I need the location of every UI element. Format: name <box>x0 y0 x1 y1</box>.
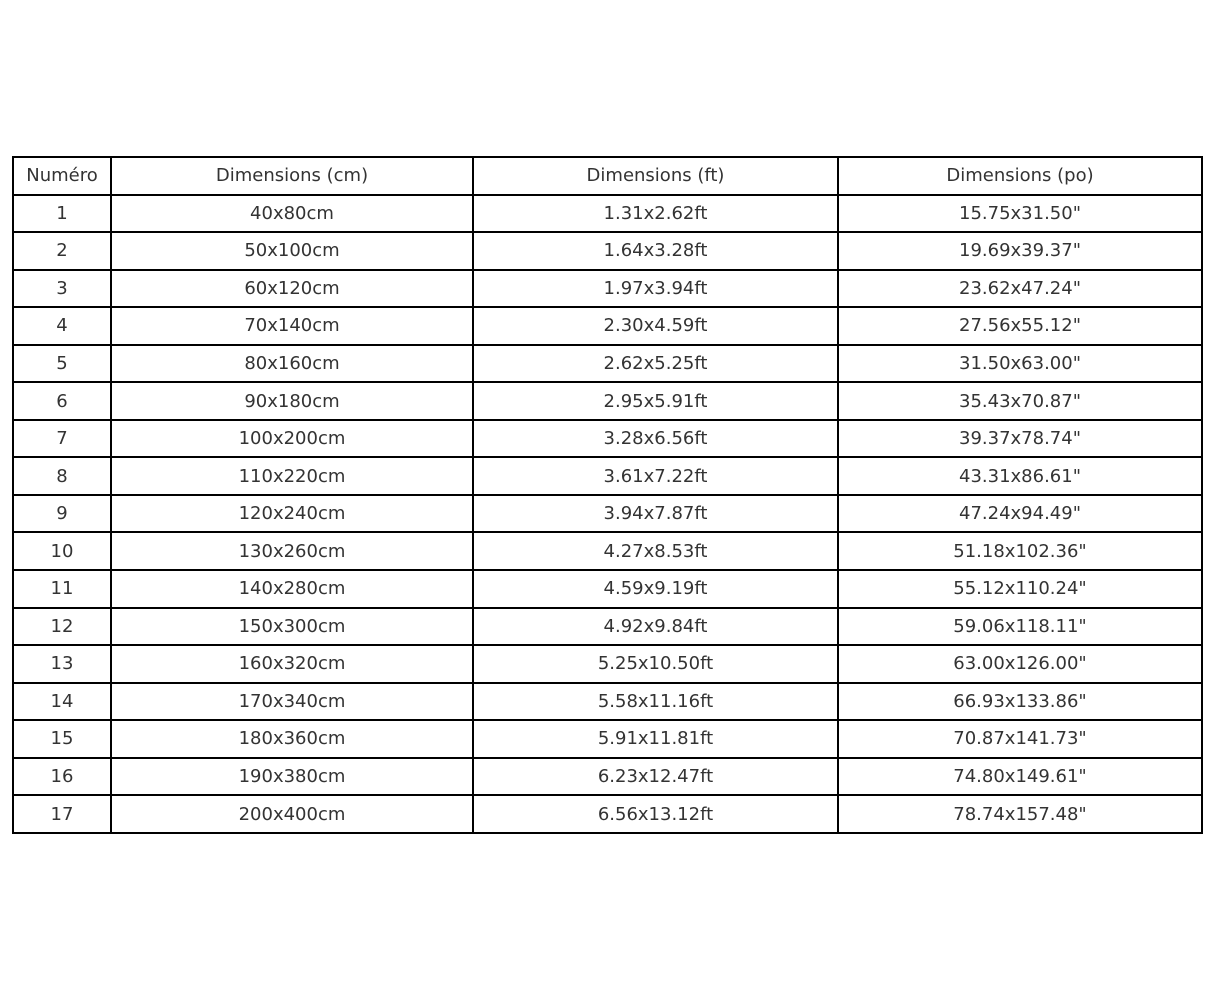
cell-dimensions-ft: 1.64x3.28ft <box>473 232 838 270</box>
cell-dimensions-cm: 170x340cm <box>111 683 473 721</box>
table-row <box>13 608 1202 646</box>
cell-dimensions-po: 74.80x149.61" <box>838 758 1202 796</box>
cell-numero: 6 <box>13 382 111 420</box>
cell-numero: 14 <box>13 683 111 721</box>
cell-dimensions-cm: 200x400cm <box>111 795 473 833</box>
cell-dimensions-cm: 90x180cm <box>111 382 473 420</box>
cell-dimensions-po: 47.24x94.49" <box>838 495 1202 533</box>
cell-numero: 15 <box>13 720 111 758</box>
column-header-dimensions-ft: Dimensions (ft) <box>473 157 838 195</box>
table-row <box>13 758 1202 796</box>
table-row <box>13 232 1202 270</box>
table-body <box>13 195 1202 833</box>
cell-dimensions-ft: 2.62x5.25ft <box>473 345 838 383</box>
cell-dimensions-ft: 4.59x9.19ft <box>473 570 838 608</box>
table-row <box>13 495 1202 533</box>
cell-dimensions-ft: 4.92x9.84ft <box>473 608 838 646</box>
cell-numero: 4 <box>13 307 111 345</box>
table-row <box>13 270 1202 308</box>
cell-dimensions-ft: 3.94x7.87ft <box>473 495 838 533</box>
cell-numero: 16 <box>13 758 111 796</box>
table-row <box>13 645 1202 683</box>
table-row <box>13 795 1202 833</box>
cell-numero: 10 <box>13 532 111 570</box>
column-header-dimensions-cm: Dimensions (cm) <box>111 157 473 195</box>
cell-dimensions-cm: 160x320cm <box>111 645 473 683</box>
table-row <box>13 457 1202 495</box>
cell-numero: 1 <box>13 195 111 233</box>
table-row <box>13 720 1202 758</box>
cell-dimensions-cm: 140x280cm <box>111 570 473 608</box>
table-row <box>13 420 1202 458</box>
table-row <box>13 195 1202 233</box>
cell-dimensions-po: 78.74x157.48" <box>838 795 1202 833</box>
cell-dimensions-cm: 130x260cm <box>111 532 473 570</box>
cell-dimensions-cm: 110x220cm <box>111 457 473 495</box>
cell-dimensions-cm: 70x140cm <box>111 307 473 345</box>
cell-dimensions-ft: 5.25x10.50ft <box>473 645 838 683</box>
cell-dimensions-po: 31.50x63.00" <box>838 345 1202 383</box>
cell-numero: 9 <box>13 495 111 533</box>
cell-dimensions-ft: 3.61x7.22ft <box>473 457 838 495</box>
cell-dimensions-po: 15.75x31.50" <box>838 195 1202 233</box>
cell-dimensions-cm: 60x120cm <box>111 270 473 308</box>
table-row <box>13 570 1202 608</box>
cell-numero: 13 <box>13 645 111 683</box>
cell-dimensions-ft: 2.95x5.91ft <box>473 382 838 420</box>
table-row <box>13 683 1202 721</box>
cell-dimensions-po: 66.93x133.86" <box>838 683 1202 721</box>
cell-dimensions-ft: 2.30x4.59ft <box>473 307 838 345</box>
cell-numero: 8 <box>13 457 111 495</box>
cell-dimensions-cm: 40x80cm <box>111 195 473 233</box>
cell-dimensions-po: 55.12x110.24" <box>838 570 1202 608</box>
cell-dimensions-cm: 100x200cm <box>111 420 473 458</box>
cell-dimensions-cm: 80x160cm <box>111 345 473 383</box>
cell-dimensions-po: 23.62x47.24" <box>838 270 1202 308</box>
cell-dimensions-po: 51.18x102.36" <box>838 532 1202 570</box>
cell-dimensions-ft: 6.23x12.47ft <box>473 758 838 796</box>
table-row <box>13 532 1202 570</box>
table-row <box>13 382 1202 420</box>
cell-dimensions-ft: 4.27x8.53ft <box>473 532 838 570</box>
cell-dimensions-po: 43.31x86.61" <box>838 457 1202 495</box>
cell-dimensions-ft: 3.28x6.56ft <box>473 420 838 458</box>
cell-dimensions-po: 70.87x141.73" <box>838 720 1202 758</box>
cell-dimensions-ft: 5.91x11.81ft <box>473 720 838 758</box>
cell-numero: 11 <box>13 570 111 608</box>
table-row <box>13 307 1202 345</box>
table-row <box>13 345 1202 383</box>
cell-dimensions-po: 19.69x39.37" <box>838 232 1202 270</box>
cell-numero: 12 <box>13 608 111 646</box>
cell-dimensions-cm: 50x100cm <box>111 232 473 270</box>
cell-dimensions-cm: 190x380cm <box>111 758 473 796</box>
cell-dimensions-ft: 5.58x11.16ft <box>473 683 838 721</box>
cell-dimensions-cm: 150x300cm <box>111 608 473 646</box>
cell-dimensions-po: 39.37x78.74" <box>838 420 1202 458</box>
cell-numero: 17 <box>13 795 111 833</box>
cell-dimensions-ft: 1.97x3.94ft <box>473 270 838 308</box>
dimensions-table <box>12 156 1203 834</box>
cell-numero: 2 <box>13 232 111 270</box>
cell-dimensions-po: 63.00x126.00" <box>838 645 1202 683</box>
column-header-numero: Numéro <box>13 157 111 195</box>
cell-dimensions-ft: 6.56x13.12ft <box>473 795 838 833</box>
cell-numero: 5 <box>13 345 111 383</box>
header-row <box>13 157 1202 195</box>
cell-dimensions-ft: 1.31x2.62ft <box>473 195 838 233</box>
column-header-dimensions-po: Dimensions (po) <box>838 157 1202 195</box>
cell-numero: 3 <box>13 270 111 308</box>
cell-dimensions-po: 59.06x118.11" <box>838 608 1202 646</box>
cell-numero: 7 <box>13 420 111 458</box>
cell-dimensions-po: 35.43x70.87" <box>838 382 1202 420</box>
cell-dimensions-po: 27.56x55.12" <box>838 307 1202 345</box>
cell-dimensions-cm: 180x360cm <box>111 720 473 758</box>
cell-dimensions-cm: 120x240cm <box>111 495 473 533</box>
